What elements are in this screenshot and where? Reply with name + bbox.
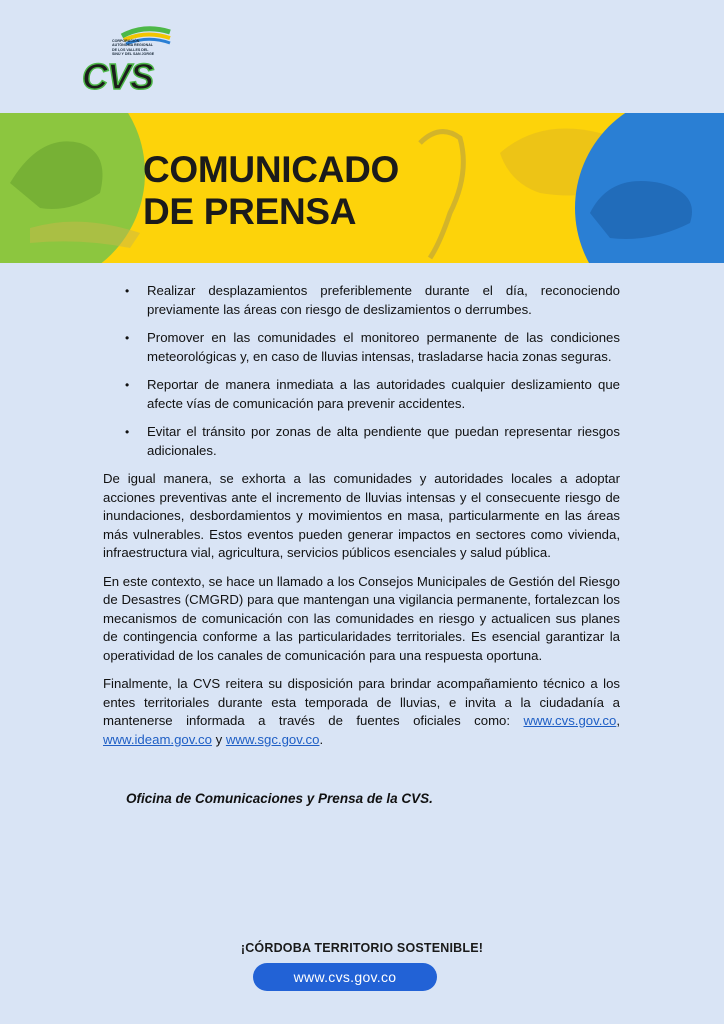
- paragraph-3-text: Finalmente, la CVS reitera su disposición para brindar acompañamiento técnico a los entes territoriales durante esta temporada de lluvias, e invita a la ciudadanía a mantenerse informada a través de fuentes oficiales como:: [103, 676, 620, 728]
- link-ideam[interactable]: www.ideam.gov.co: [103, 731, 212, 747]
- article-body: [103, 282, 620, 759]
- logo-wordmark: CVS: [82, 56, 154, 97]
- press-banner: [0, 113, 724, 263]
- list-item: • Reportar de manera inmediata a las autoridades cualquier deslizamiento que afecte vías de comunicación para prevenir accidentes.: [147, 376, 620, 413]
- recommendations-list: [103, 282, 620, 460]
- banner-title-line1: COMUNICADO: [143, 149, 399, 190]
- footer-slogan: ¡CÓRDOBA TERRITORIO SOSTENIBLE!: [240, 941, 484, 955]
- banner-title-line2: DE PRENSA: [143, 191, 357, 232]
- signature: Oficina de Comunicaciones y Prensa de la CVS.: [126, 791, 433, 806]
- link-cvs[interactable]: www.cvs.gov.co: [523, 713, 617, 728]
- paragraph-2: En este contexto, se hace un llamado a los Consejos Municipales de Gestión del Riesgo de Desastres (CMGRD) para que mantengan una vigilancia permanente, fortalezcan los mecanismos de comunicación con las comunidades en riesgo y actualicen sus planes de contingencia conforme a las particularidades territoriales. Es esencial garantizar la operatividad de los canales de comunicación para una respuesta oportuna.: [103, 573, 620, 663]
- list-item: • Promover en las comunidades el monitoreo permanente de las condiciones meteorológicas y, en caso de lluvias intensas, trasladarse hacia zonas seguras.: [147, 329, 620, 366]
- paragraph-3: [103, 675, 620, 749]
- link-sgc[interactable]: www.sgc.gov.co: [225, 731, 320, 747]
- cvs-logo: [82, 22, 174, 96]
- sentence-end: .: [319, 731, 324, 747]
- logo-org-text: CORPORACIÓN AUTÓNOMA REGIONAL DE LOS VALLES DEL SINÚ Y DEL SAN JORGE: [112, 39, 155, 56]
- list-item: • Evitar el tránsito por zonas de alta pendiente que puedan representar riesgos adicionales.: [147, 423, 620, 460]
- separator: y: [211, 731, 226, 747]
- footer-website-button[interactable]: www.cvs.gov.co: [253, 963, 437, 991]
- list-item: • Realizar desplazamientos preferiblemente durante el día, reconociendo previamente las áreas con riesgo de deslizamientos o derrumbes.: [147, 282, 620, 319]
- banner-title: [143, 149, 399, 233]
- separator: ,: [616, 713, 620, 728]
- paragraph-1: De igual manera, se exhorta a las comunidades y autoridades locales a adoptar acciones preventivas ante el incremento de lluvias intensas y el consecuente riesgo de inundaciones, desbordamientos y movimientos en masa, particularmente en las áreas más vulnerables. Estos eventos pueden generar impactos en sectores como vivienda, infraestructura vial, agricultura, servicios públicos esenciales y salud pública.: [103, 471, 620, 560]
